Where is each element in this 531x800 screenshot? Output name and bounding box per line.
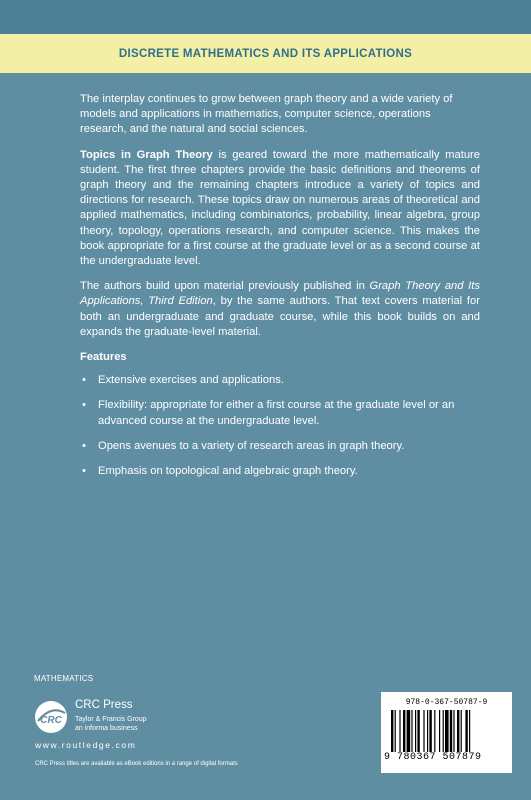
barcode	[381, 692, 512, 773]
barcode-stripe	[457, 710, 459, 752]
feature-item: • Flexibility: appropriate for either a first course at the graduate level or an advanced course at the undergraduate level.	[80, 398, 480, 428]
logo-text: CRC	[40, 715, 62, 726]
barcode-stripe	[445, 710, 449, 752]
barcode-stripe	[461, 710, 462, 752]
publisher-group: Taylor & Francis Group	[75, 716, 147, 723]
barcode-stripe	[453, 710, 454, 752]
barcode-stripe	[411, 710, 412, 752]
barcode-stripe	[427, 710, 428, 752]
publisher-name: CRC Press	[75, 699, 133, 711]
book-title: Topics in Graph Theory	[80, 148, 213, 161]
paragraph-2	[80, 148, 480, 270]
paragraph-3-a: The authors build upon material previously published in	[80, 280, 370, 293]
barcode-stripe	[407, 710, 411, 752]
paragraph-3-b: , by the same authors. That text covers material for both an undergraduate and graduate course, while this book builds on and expands the graduate-level material.	[80, 295, 480, 338]
paragraph-2-text: is geared toward the more mathematically mature student. The first three chapters provide the basic definitions and theorems of graph theory and the remaining chapters introduce a variety of topics and directions for research. These topics draw on numerous areas of theoretical and applied mathematics, including combinatorics, probability, linear algebra, group theory, topology, operations research, and computer science. This makes the book appropriate for a first course at the graduate level or as a second course at the undergraduate level.	[80, 148, 480, 268]
features-list	[80, 373, 480, 479]
barcode-stripe	[434, 710, 435, 752]
barcode-stripe	[450, 710, 452, 752]
series-band	[0, 34, 531, 73]
barcode-stripe	[465, 710, 467, 752]
barcode-stripe	[443, 710, 444, 752]
barcode-stripe	[439, 710, 440, 752]
crc-logo-icon	[34, 700, 68, 734]
paragraph-1: The interplay continues to grow between graph theory and a wide variety of models and applications in mathematics, computer science, operations research, and the natural and social sciences.	[80, 93, 453, 136]
barcode-stripe	[403, 710, 405, 752]
feature-item: • Opens avenues to a variety of research areas in graph theory.	[80, 439, 480, 454]
paragraph-3	[80, 279, 480, 340]
barcode-stripe	[423, 710, 424, 752]
previous-book-title: Graph Theory and Its Applications, Third Edition	[80, 280, 480, 308]
isbn-text: 978-0-367-50787-9	[405, 698, 488, 707]
publisher-informa: an informa business	[75, 725, 138, 732]
barcode-digits: 9 780367 507879	[384, 752, 482, 763]
barcode-stripe	[399, 710, 400, 752]
barcode-stripe	[429, 710, 431, 752]
barcode-stripe	[469, 710, 470, 752]
features-heading: Features	[80, 351, 127, 364]
ebook-note: CRC Press titles are available as eBook editions in a range of digital formats	[35, 761, 238, 767]
series-title: DISCRETE MATHEMATICS AND ITS APPLICATIONS	[118, 47, 413, 60]
barcode-stripe	[417, 710, 419, 752]
top-strip	[0, 0, 531, 34]
subject-label: MATHEMATICS	[34, 674, 94, 683]
publisher-url: www.routledge.com	[35, 740, 137, 750]
barcode-stripe	[415, 710, 416, 752]
barcode-bars-icon	[391, 710, 502, 752]
feature-item: • Emphasis on topological and algebraic graph theory.	[80, 464, 480, 479]
description	[80, 92, 480, 489]
barcode-stripe	[391, 710, 393, 752]
feature-item: • Extensive exercises and applications.	[80, 373, 480, 388]
barcode-stripe	[395, 710, 396, 752]
